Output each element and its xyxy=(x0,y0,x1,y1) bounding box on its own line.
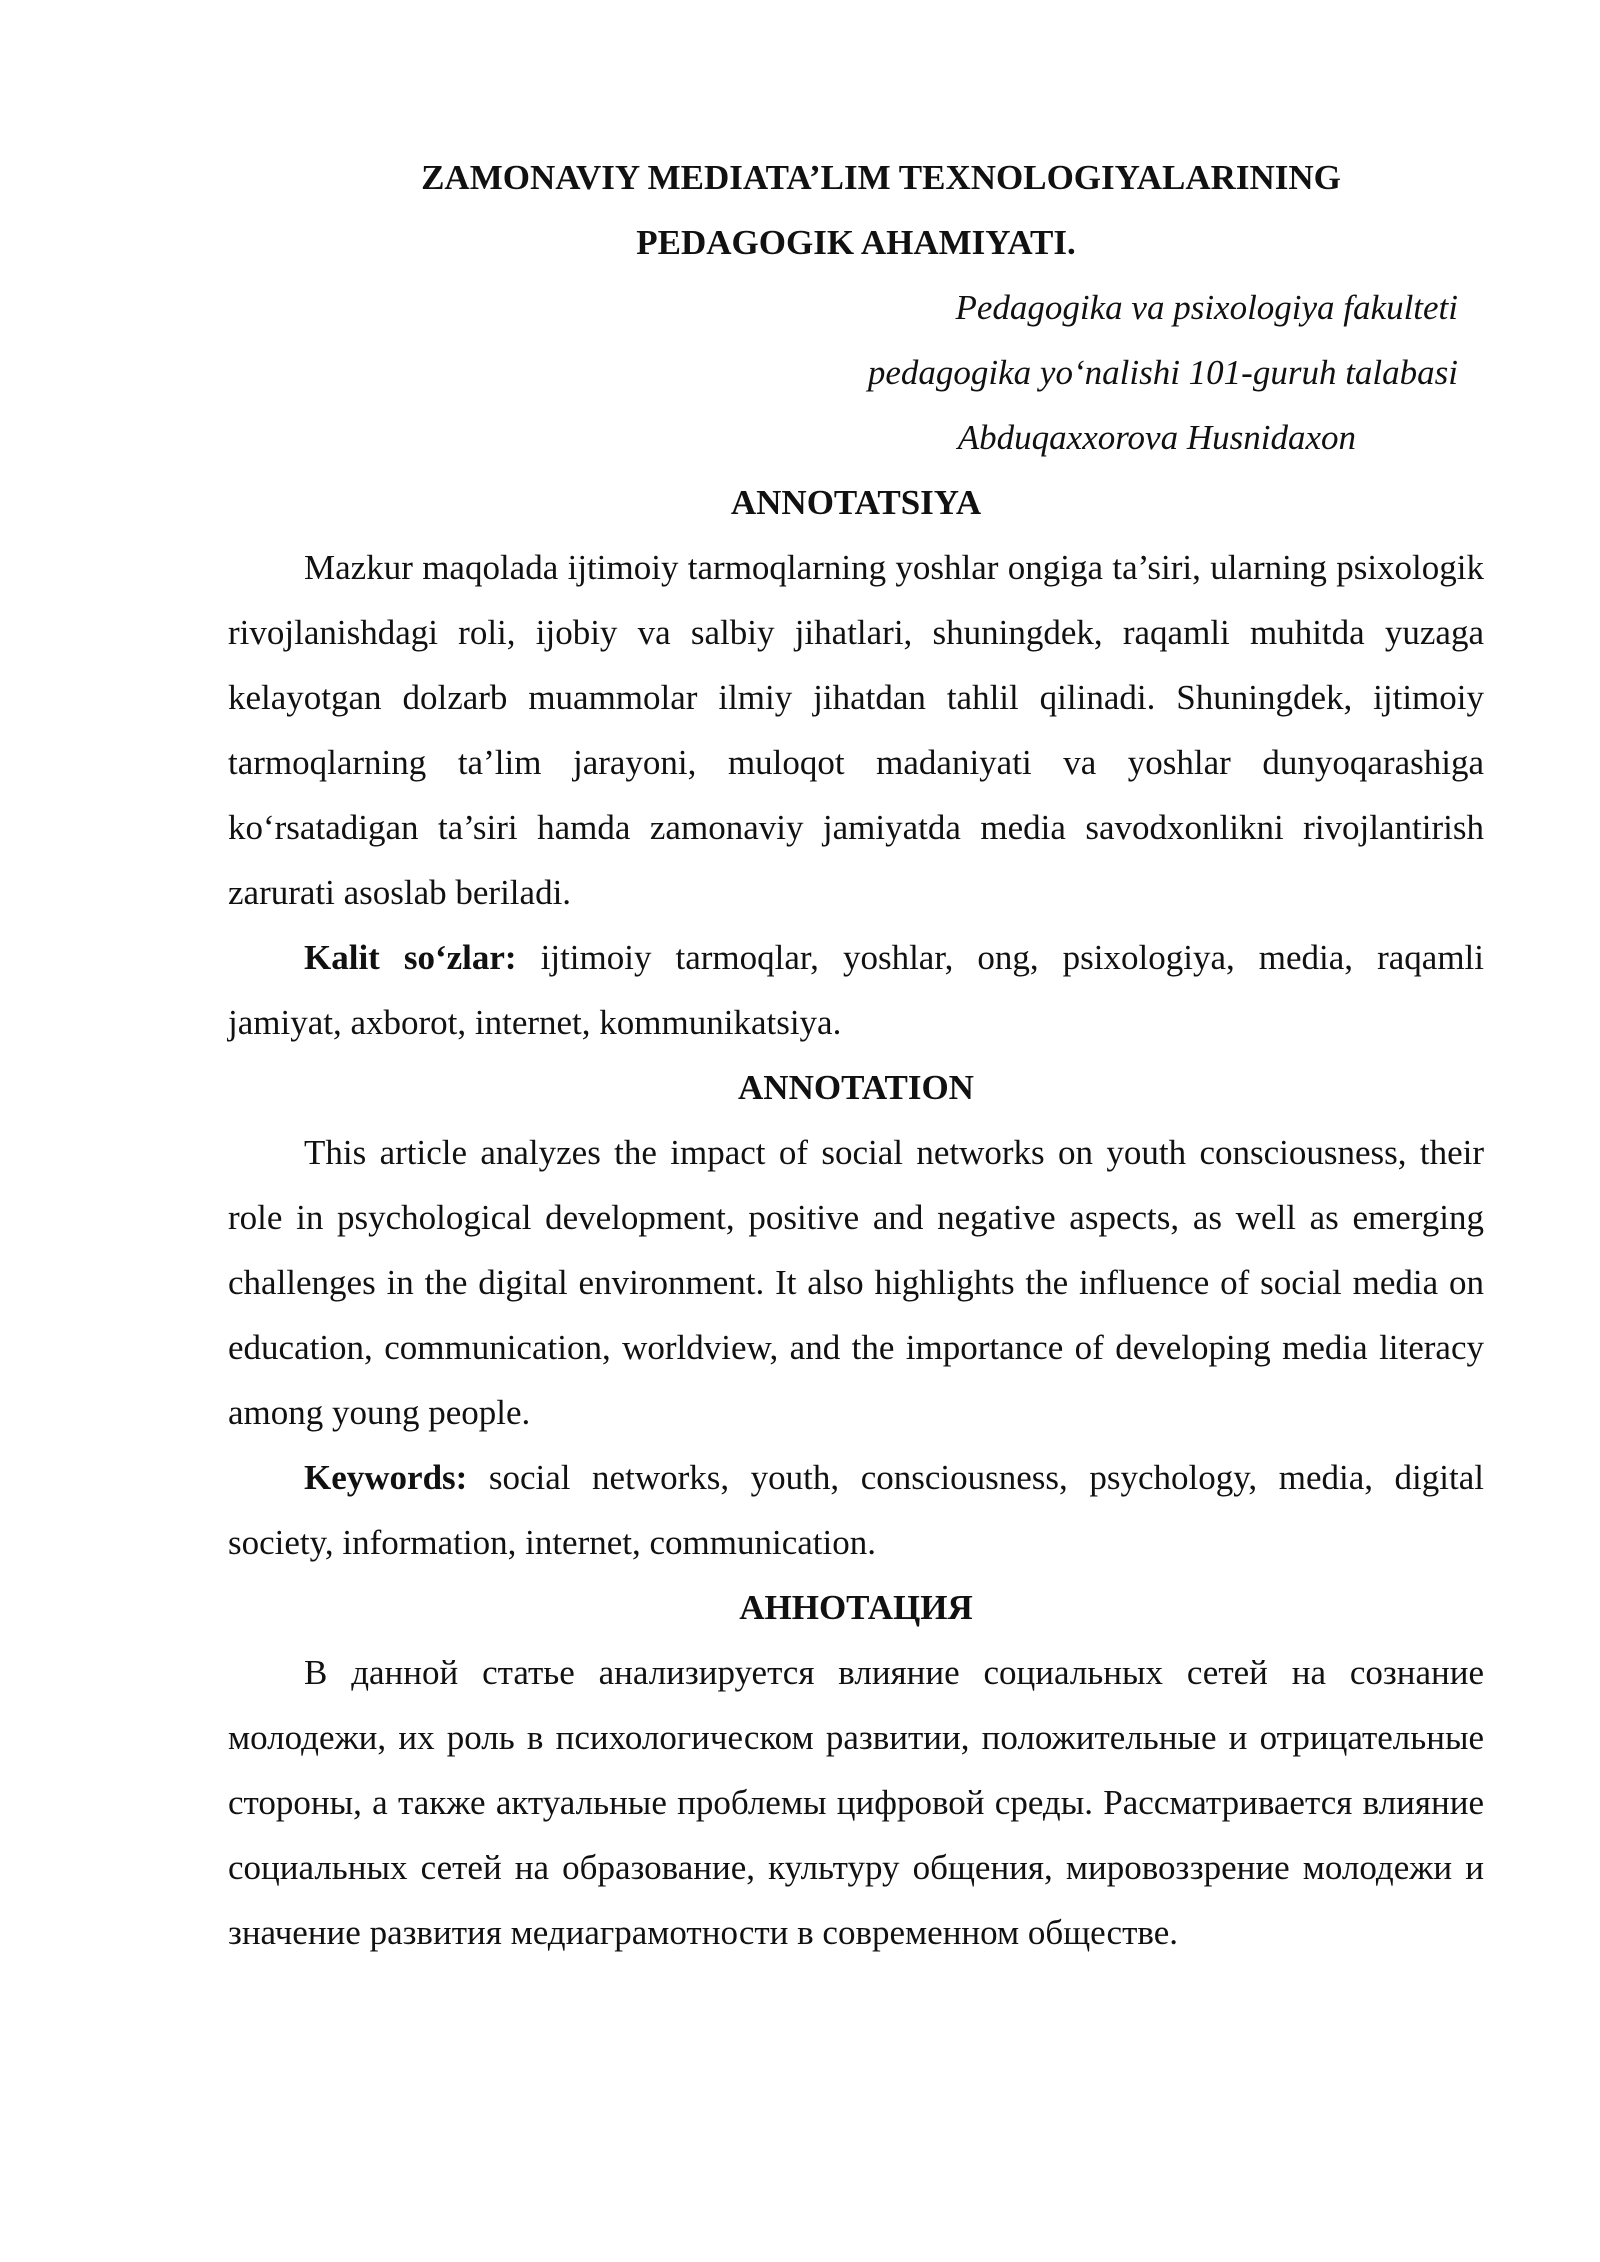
abstract-uz: Mazkur maqolada ijtimoiy tarmoqlarning yoshlar ongiga ta’siri, ularning psixologik rivojlanishdagi roli, ijobiy va salbiy jihatlari, shuningdek, raqamli muhitda yuzaga kelayotgan dolzarb muammolar ilmiy jihatdan tahlil qilinadi. Shuningdek, ijtimoiy tarmoqlarning ta’lim jarayoni, muloqot madaniyati va yoshlar dunyoqarashiga ko‘rsatadigan ta’siri hamda zamonaviy jamiyatda media savodxonlikni rivojlantirish zarurati asoslab beriladi. xyxy=(228,548,1484,912)
keywords-label-en: Keywords: xyxy=(304,1458,468,1497)
paper-title-line-2: PEDAGOGIK AHAMIYATI. xyxy=(636,223,1076,262)
author-affiliation-group: pedagogika yo‘nalishi 101-guruh talabasi xyxy=(867,353,1458,392)
keywords-uz xyxy=(228,925,1484,1055)
keywords-en xyxy=(228,1445,1484,1575)
author-affiliation-faculty: Pedagogika va psixologiya fakulteti xyxy=(955,288,1458,327)
abstract-ru: В данной статье анализируется влияние социальных сетей на сознание молодежи, их роль в психологическом развитии, положительные и отрицательные стороны, а также актуальные проблемы цифровой среды. Рассматривается влияние социальных сетей на образование, культуру общения, мировоззрение молодежи и значение развития медиаграмотности в современном обществе. xyxy=(228,1653,1484,1952)
keywords-label-uz: Kalit so‘zlar: xyxy=(304,938,517,977)
paper-title xyxy=(228,145,1484,275)
annotation-heading-uz: ANNOTATSIYA xyxy=(730,483,982,522)
annotation-heading-en: ANNOTATION xyxy=(738,1068,974,1107)
author-block xyxy=(228,275,1484,470)
paper-title-line-1: ZAMONAVIY MEDIATA’LIM TEXNOLOGIYALARINING xyxy=(421,158,1341,197)
author-name: Abduqaxxorova Husnidaxon xyxy=(957,418,1356,457)
abstract-en: This article analyzes the impact of social networks on youth consciousness, their role in psychological development, positive and negative aspects, as well as emerging challenges in the digital environment. It also highlights the influence of social media on education, communication, worldview, and the importance of developing media literacy among young people. xyxy=(228,1133,1484,1432)
keywords-text-uz: ijtimoiy tarmoqlar, yoshlar, ong, psixologiya, media, raqamli jamiyat, axborot, internet, kommunikatsiya. xyxy=(228,938,1484,1042)
annotation-heading-ru: АННОТАЦИЯ xyxy=(739,1588,973,1627)
keywords-text-en: social networks, youth, consciousness, psychology, media, digital society, information, internet, communication. xyxy=(228,1458,1484,1562)
page-content xyxy=(228,145,1484,1965)
